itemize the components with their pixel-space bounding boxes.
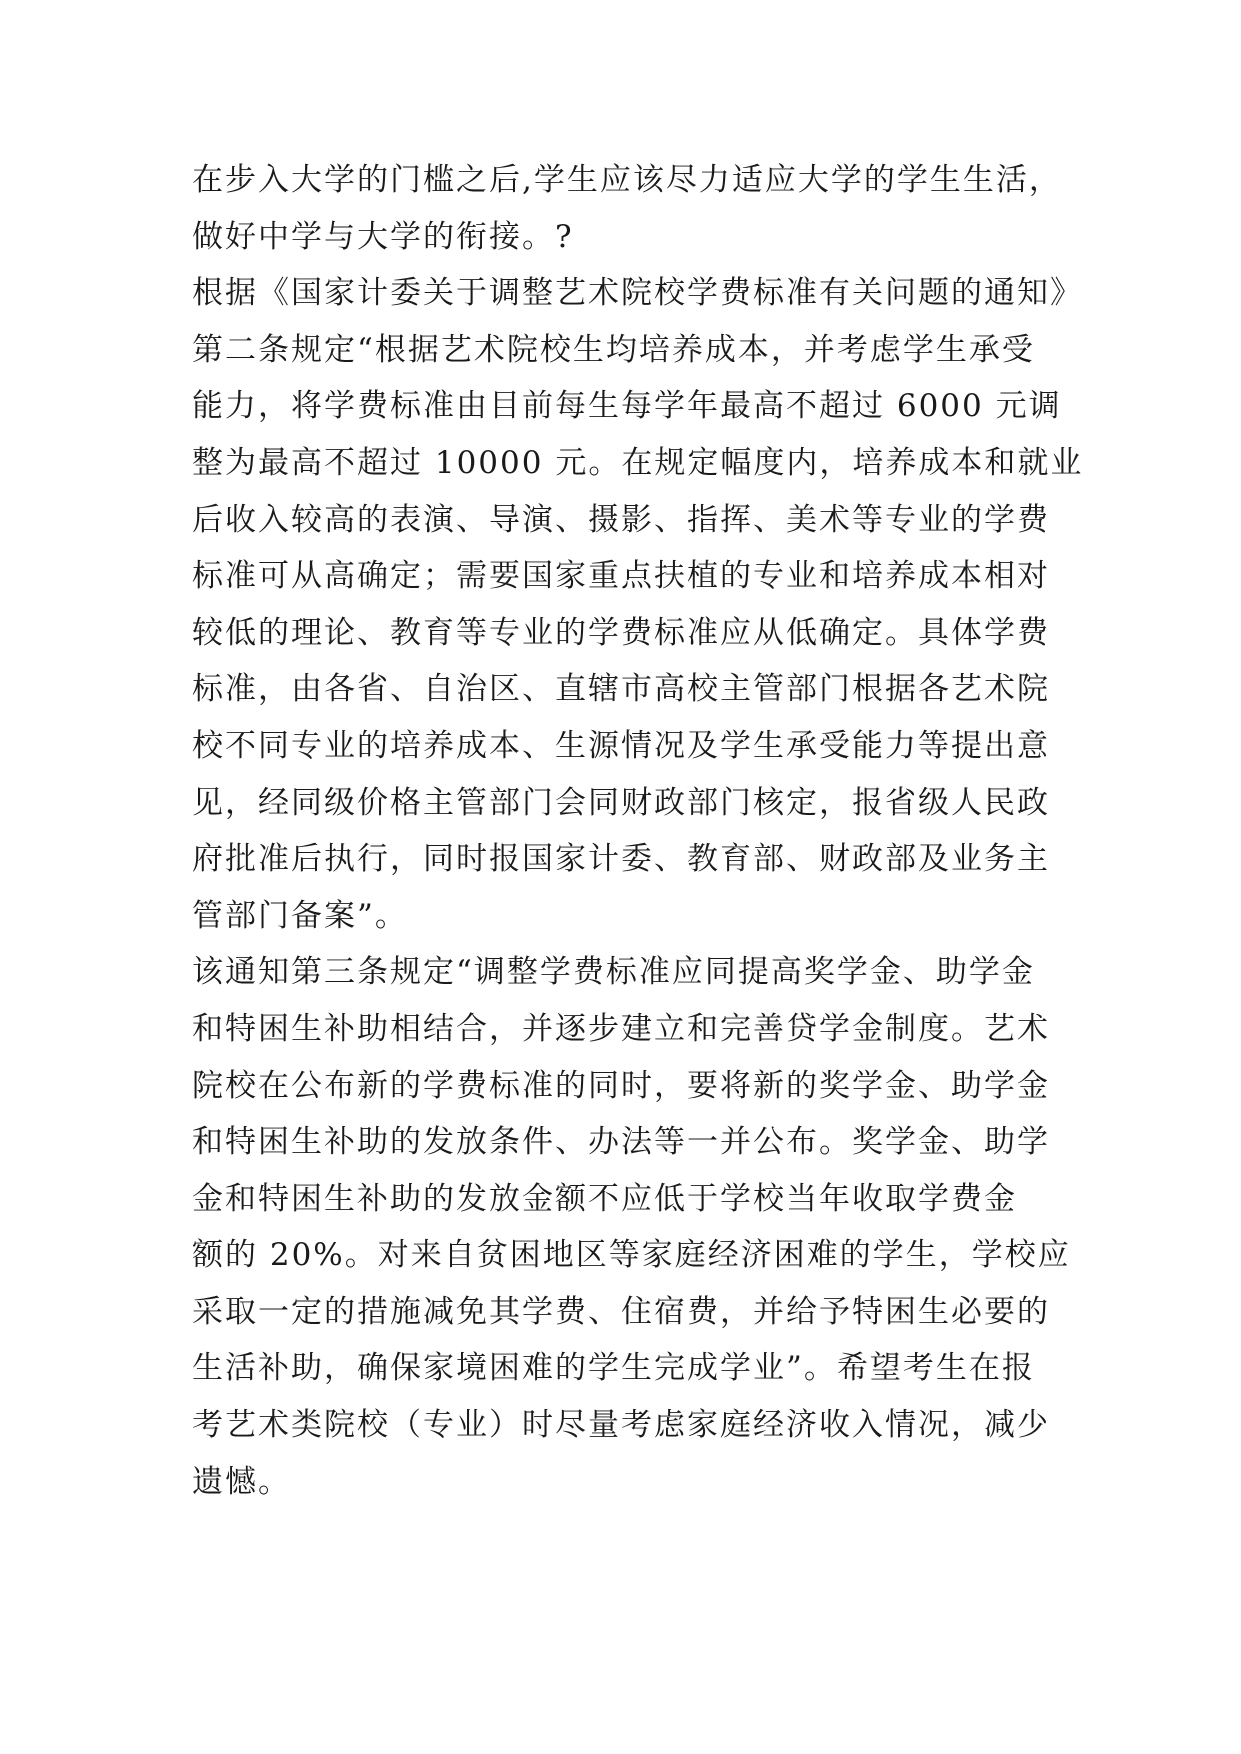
text-line: 根据《国家计委关于调整艺术院校学费标准有关问题的通知》 (192, 275, 1083, 312)
text-line: 额的 20%。对来自贫困地区等家庭经济困难的学生，学校应 (192, 1237, 1071, 1274)
text-line: 整为最高不超过 10000 元。在规定幅度内，培养成本和就业 (192, 444, 1084, 481)
text-line: 在步入大学的门槛之后,学生应该尽力适应大学的学生生活， (192, 162, 1062, 198)
text-line: 标准，由各省、自治区、直辖市高校主管部门根据各艺术院 (192, 671, 1050, 708)
text-line: 较低的理论、教育等专业的学费标准应从低确定。具体学费 (192, 614, 1050, 651)
body-text (192, 152, 1092, 1510)
text-line: 后收入较高的表演、导演、摄影、指挥、美术等专业的学费 (192, 501, 1050, 538)
text-line: 金和特困生补助的发放金额不应低于学校当年收取学费金 (192, 1180, 1017, 1217)
text-line: 生活补助，确保家境困难的学生完成学业”。希望考生在报 (192, 1350, 1035, 1387)
text-line: 府批准后执行，同时报国家计委、教育部、财政部及业务主 (192, 841, 1050, 878)
text-line: 采取一定的措施减免其学费、住宿费，并给予特困生必要的 (192, 1293, 1050, 1330)
text-line: 考艺术类院校（专业）时尽量考虑家庭经济收入情况，减少 (192, 1407, 1050, 1444)
text-line: 和特困生补助的发放条件、办法等一并公布。奖学金、助学 (192, 1124, 1050, 1161)
text-line: 做好中学与大学的衔接。? (192, 218, 574, 255)
text-line: 校不同专业的培养成本、生源情况及学生承受能力等提出意 (192, 727, 1050, 764)
text-line: 第二条规定“根据艺术院校生均培养成本，并考虑学生承受 (192, 331, 1035, 368)
text-line: 管部门备案”。 (192, 897, 408, 934)
text-line: 见，经同级价格主管部门会同财政部门核定，报省级人民政 (192, 784, 1050, 821)
text-line: 遗憾。 (192, 1463, 291, 1500)
text-line: 和特困生补助相结合，并逐步建立和完善贷学金制度。艺术 (192, 1010, 1050, 1047)
text-line: 标准可从高确定；需要国家重点扶植的专业和培养成本相对 (192, 558, 1050, 595)
text-line: 能力，将学费标准由目前每生每学年最高不超过 6000 元调 (192, 388, 1062, 425)
text-line: 该通知第三条规定“调整学费标准应同提高奖学金、助学金 (192, 954, 1035, 991)
text-line: 院校在公布新的学费标准的同时，要将新的奖学金、助学金 (192, 1067, 1050, 1104)
